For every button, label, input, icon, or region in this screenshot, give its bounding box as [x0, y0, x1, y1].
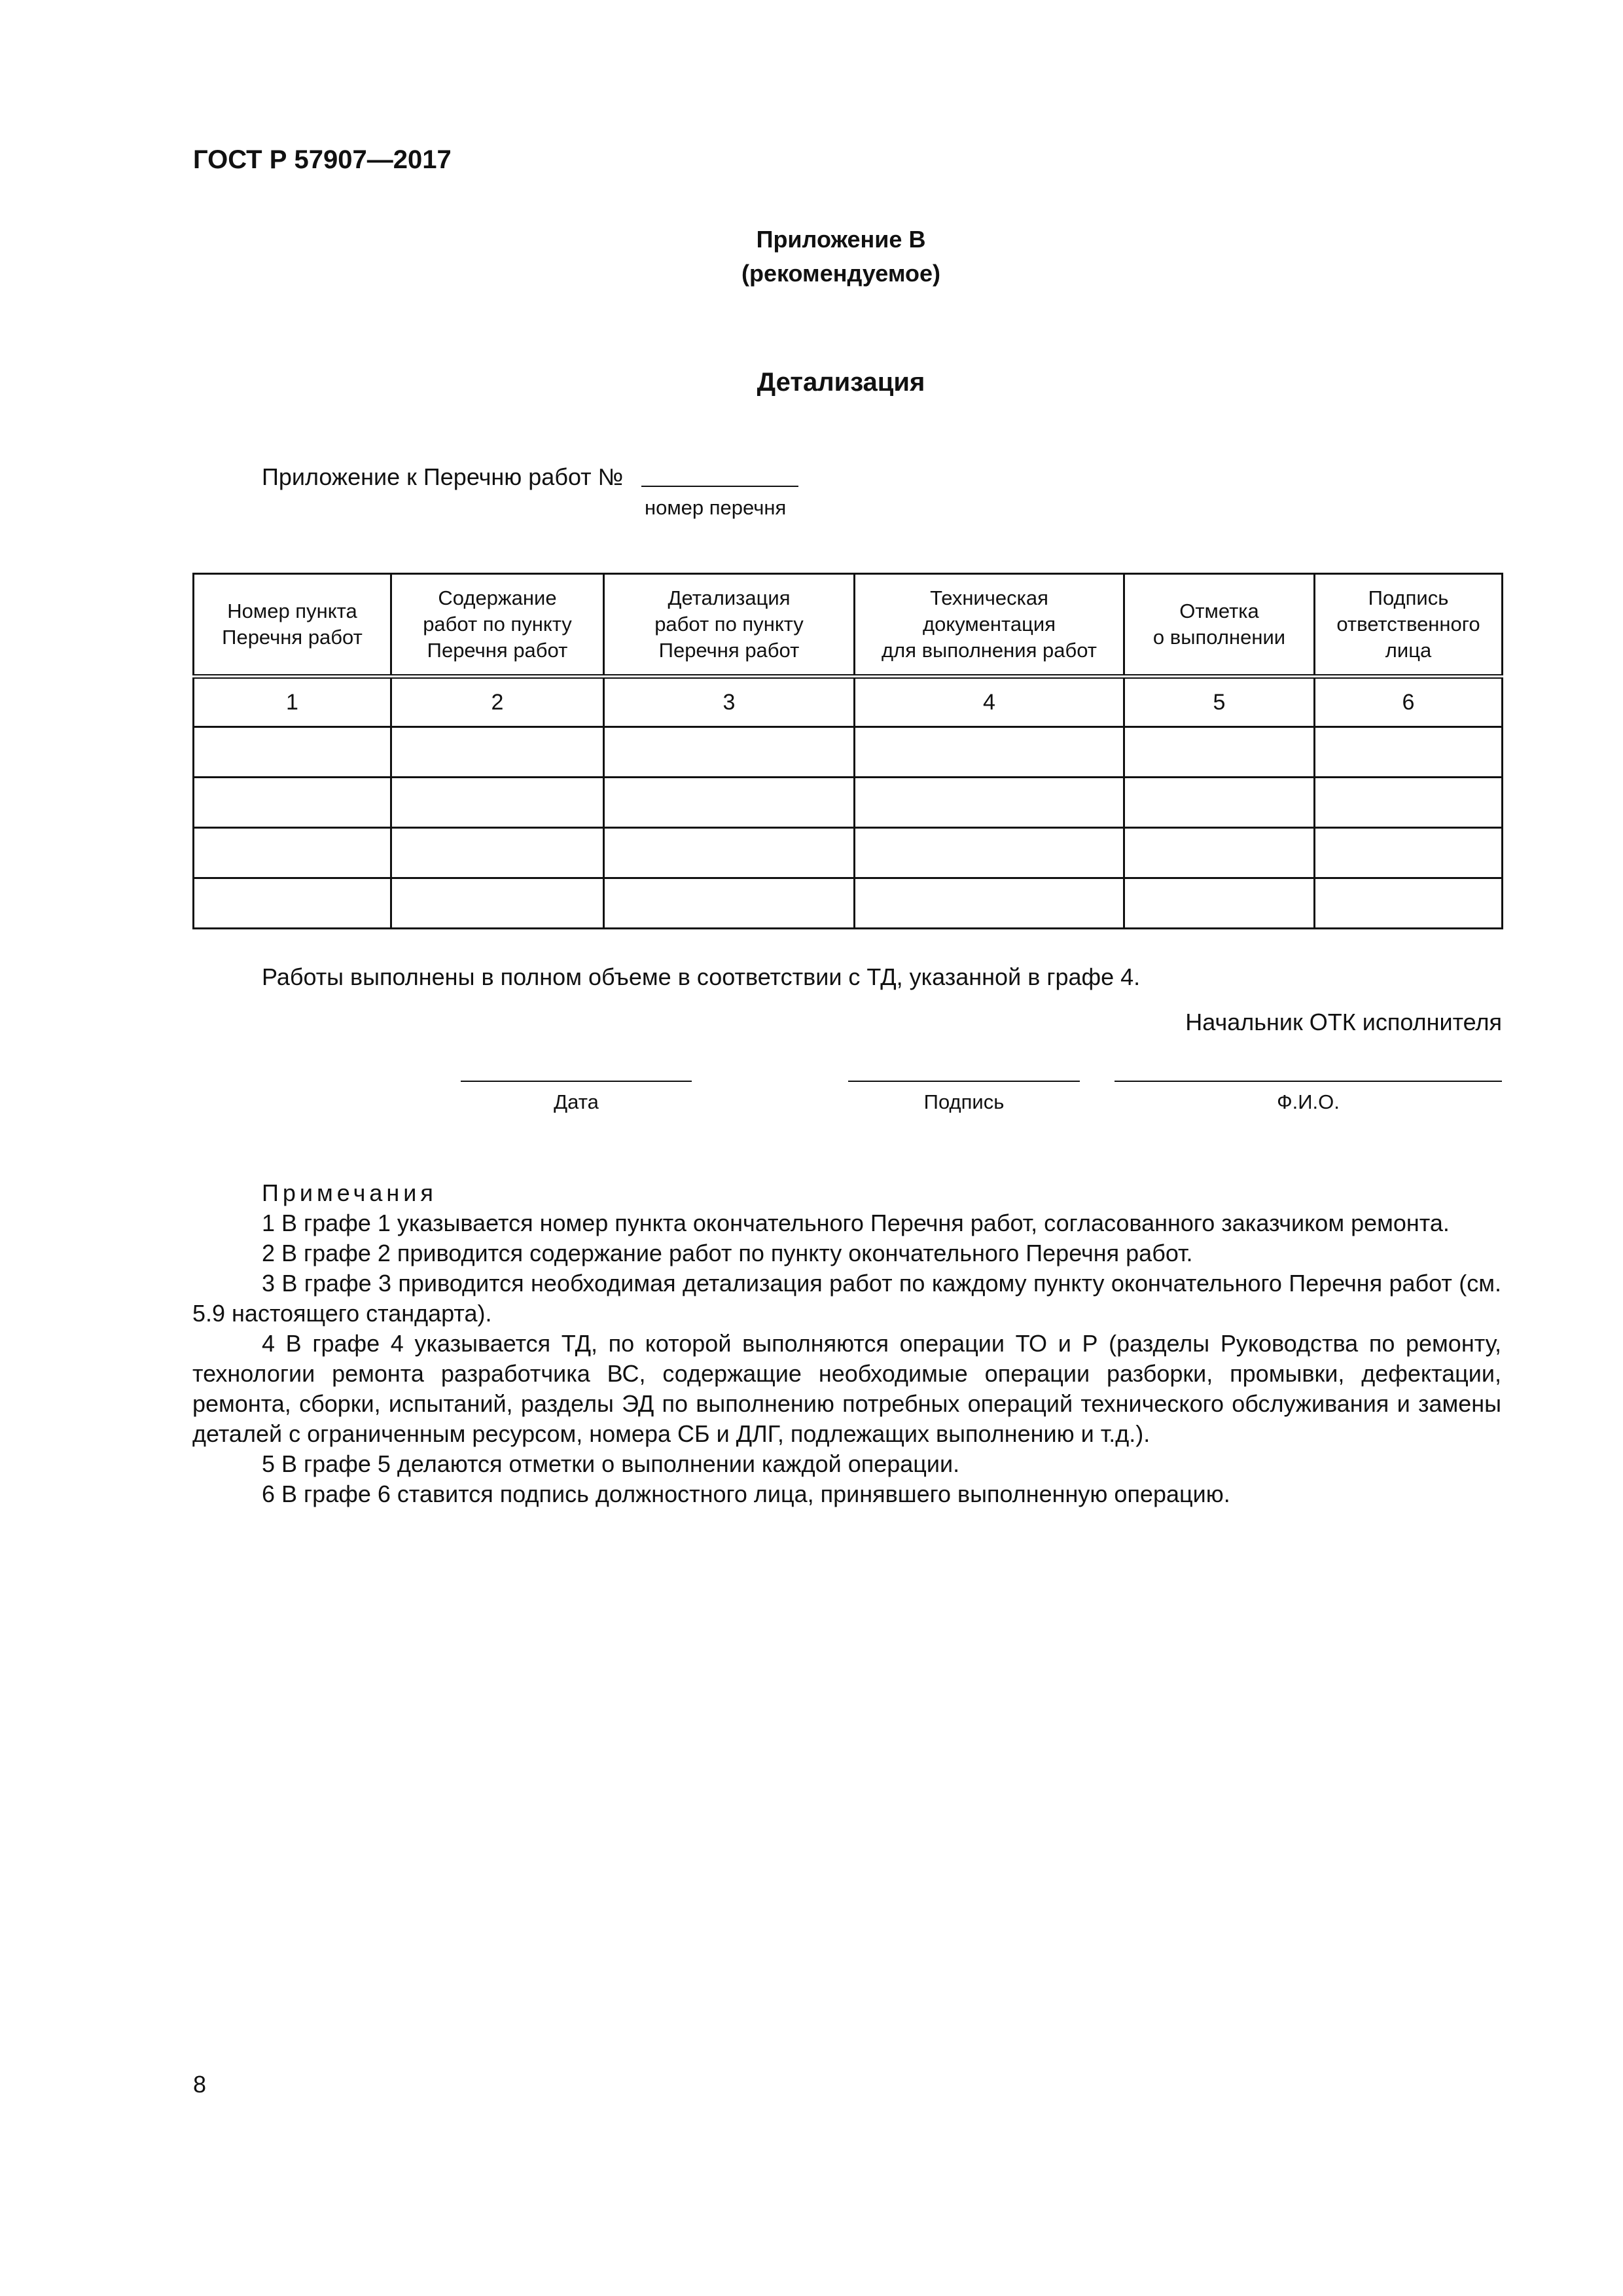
table-cell[interactable]: [1315, 778, 1503, 828]
table-cell[interactable]: [1124, 828, 1315, 878]
note-item: 6 В графе 6 ставится подпись должностного лица, принявшего выполненную операцию.: [262, 1480, 1230, 1507]
section-title: Детализация: [757, 368, 925, 397]
column-number: 5: [1124, 677, 1315, 727]
column-header: Техническая документация для выполнения работ: [855, 574, 1124, 677]
note-item: 5 В графе 5 делаются отметки о выполнении каждой операции.: [262, 1450, 960, 1477]
table-cell[interactable]: [391, 878, 604, 929]
table-row: [194, 828, 1503, 878]
note-item: 3 В графе 3 приводится необходимая детализация работ по каждому пункту окончательного Перечня работ (см. 5.9 настоящего стандарта).: [192, 1270, 1501, 1327]
signature-blank[interactable]: [848, 1081, 1080, 1082]
table-row: [194, 727, 1503, 778]
appendix-kind: (рекомендуемое): [741, 260, 940, 287]
date-caption: Дата: [554, 1090, 599, 1113]
appendix-title: Приложение В: [756, 226, 926, 253]
notes-section: [192, 1178, 1501, 1509]
column-header: Подпись ответственного лица: [1315, 574, 1503, 677]
note-item: 2 В графе 2 приводится содержание работ по пункту окончательного Перечня работ.: [262, 1240, 1193, 1266]
reference-label: Приложение к Перечню работ №: [262, 463, 624, 490]
table-cell[interactable]: [1124, 778, 1315, 828]
column-header: Отметка о выполнении: [1124, 574, 1315, 677]
table-header-row: [194, 574, 1503, 677]
table-cell[interactable]: [194, 828, 391, 878]
table-cell[interactable]: [1315, 828, 1503, 878]
table-cell[interactable]: [855, 727, 1124, 778]
appendix-heading: [0, 223, 1623, 291]
table-cell[interactable]: [604, 778, 855, 828]
name-blank[interactable]: [1115, 1081, 1502, 1082]
table-cell[interactable]: [1124, 878, 1315, 929]
table-row: [194, 878, 1503, 929]
table-cell[interactable]: [604, 878, 855, 929]
column-number-row: [194, 677, 1503, 727]
signatory-role: Начальник ОТК исполнителя: [1185, 1009, 1502, 1035]
reference-caption: номер перечня: [645, 496, 787, 519]
completion-statement: Работы выполнены в полном объеме в соответствии с ТД, указанной в графе 4.: [262, 963, 1141, 990]
table-row: [194, 778, 1503, 828]
notes-heading: Примечания: [262, 1179, 437, 1206]
date-blank[interactable]: [461, 1081, 692, 1082]
column-number: 2: [391, 677, 604, 727]
table-cell[interactable]: [604, 727, 855, 778]
table-cell[interactable]: [1315, 878, 1503, 929]
document-code: ГОСТ Р 57907—2017: [193, 145, 452, 174]
column-number: 4: [855, 677, 1124, 727]
table-cell[interactable]: [855, 828, 1124, 878]
table-cell[interactable]: [1124, 727, 1315, 778]
table-cell[interactable]: [855, 878, 1124, 929]
table-cell[interactable]: [855, 778, 1124, 828]
reference-number-blank[interactable]: [641, 486, 798, 487]
table-cell[interactable]: [1315, 727, 1503, 778]
note-item: 1 В графе 1 указывается номер пункта окончательного Перечня работ, согласованного заказчиком ремонта.: [262, 1210, 1450, 1236]
detail-table: [192, 573, 1503, 929]
column-header: Номер пункта Перечня работ: [194, 574, 391, 677]
page-number: 8: [193, 2071, 207, 2098]
table-cell[interactable]: [604, 828, 855, 878]
column-header: Содержание работ по пункту Перечня работ: [391, 574, 604, 677]
column-header: Детализация работ по пункту Перечня работ: [604, 574, 855, 677]
table-cell[interactable]: [391, 778, 604, 828]
column-number: 3: [604, 677, 855, 727]
table-cell[interactable]: [391, 828, 604, 878]
table-cell[interactable]: [194, 778, 391, 828]
table-cell[interactable]: [194, 878, 391, 929]
signature-caption: Подпись: [923, 1090, 1005, 1113]
name-caption: Ф.И.О.: [1277, 1090, 1340, 1113]
table-cell[interactable]: [391, 727, 604, 778]
table-cell[interactable]: [194, 727, 391, 778]
column-number: 1: [194, 677, 391, 727]
column-number: 6: [1315, 677, 1503, 727]
note-item: 4 В графе 4 указывается ТД, по которой выполняются операции ТО и Р (разделы Руководства по ремонту, технологии ремонта разработчика ВС, содержащие необходимые операции разборки, промывки, дефектации, ремонта, сборки, испытаний, разделы ЭД по выполнению потребных операций технического обслуживания и замены деталей с ограниченным ресурсом, номера СБ и ДЛГ, подлежащих выполнению и т.д.).: [192, 1330, 1501, 1447]
